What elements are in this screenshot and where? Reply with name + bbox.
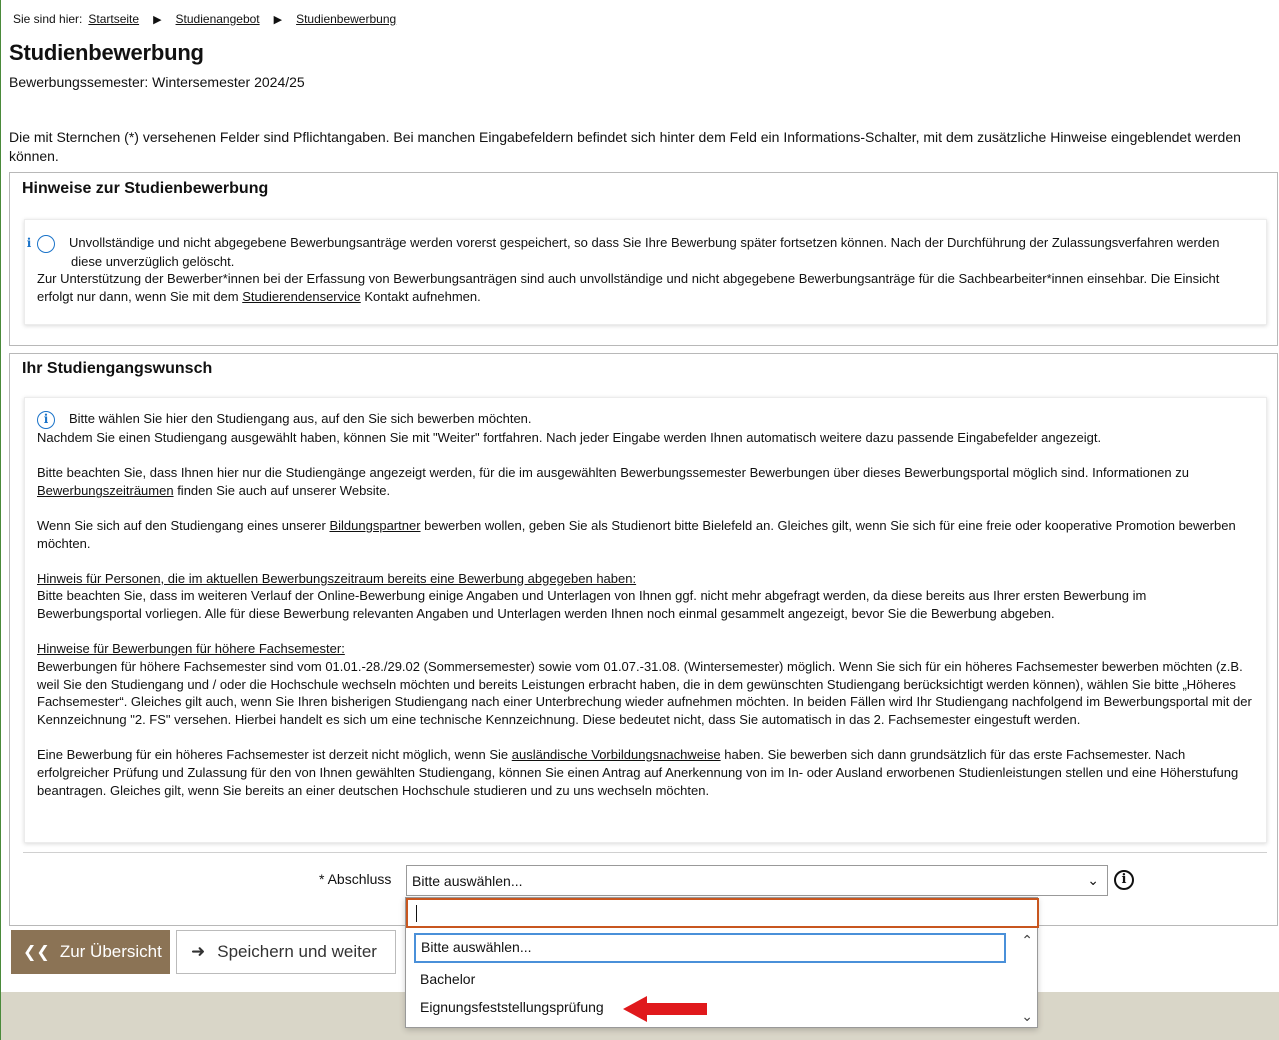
abschluss-label: * Abschluss bbox=[319, 871, 392, 887]
breadcrumb-label: Sie sind hier: bbox=[13, 12, 83, 26]
info-icon: i bbox=[37, 411, 55, 429]
hinweise-section bbox=[9, 172, 1278, 346]
hinweise-p1-wrap bbox=[26, 234, 1254, 270]
dropdown-option-bitte-auswaehlen[interactable]: Bitte auswählen... bbox=[414, 933, 1006, 963]
studiengangswunsch-note bbox=[24, 397, 1267, 843]
auslaendische-vorbildungsnachweise-link[interactable]: ausländische Vorbildungsnachweise bbox=[511, 746, 721, 762]
semester-info: Bewerbungssemester: Wintersemester 2024/25 bbox=[9, 74, 305, 90]
abschluss-dropdown bbox=[405, 897, 1038, 1028]
hinweise-title: Hinweise zur Studienbewerbung bbox=[22, 180, 269, 197]
dropdown-search-input[interactable] bbox=[406, 898, 1039, 928]
breadcrumb-link-studienangebot[interactable]: Studienangebot bbox=[175, 12, 260, 26]
studierendenservice-link[interactable]: Studierendenservice bbox=[242, 289, 361, 305]
wunsch-p3-text: Wenn Sie sich auf den Studiengang eines unserer bbox=[37, 517, 330, 533]
wunsch-p6 bbox=[37, 746, 1254, 799]
red-annotation-arrow-icon bbox=[623, 995, 709, 1023]
wunsch-p4-heading: Hinweis für Personen, die im aktuellen Bewerbungszeitraum bereits eine Bewerbung abgegeben haben: bbox=[37, 570, 637, 586]
wunsch-p5-heading: Hinweise für Bewerbungen für höhere Fachsemester: bbox=[37, 640, 345, 656]
wunsch-p6-text: Eine Bewerbung für ein höheres Fachsemester ist derzeit nicht möglich, wenn Sie bbox=[37, 746, 512, 762]
chevron-right-icon: ▶ bbox=[273, 13, 283, 26]
chevron-right-icon: ▶ bbox=[153, 13, 162, 26]
wunsch-p1 bbox=[37, 410, 1254, 446]
dropdown-option-bachelor[interactable]: Bachelor bbox=[420, 971, 476, 987]
abschluss-select-value: Bitte auswählen... bbox=[412, 873, 523, 889]
wunsch-p4-text: Bitte beachten Sie, dass im weiteren Verlauf der Online-Bewerbung einige Angaben und Unterlagen von Ihnen ggf. nicht mehr abgefragt werden, da diese bereits aus Ihrer ersten Bewerbung im Bewerbungsportal vorliegen. Alle für diese Bewerbung relevanten Angaben und Unterlagen werden Ihnen noch einmal gesammelt angezeigt, bevor Sie die Bewerbung abgeben. bbox=[37, 588, 1147, 622]
arrow-right-icon: ➜ bbox=[191, 942, 206, 961]
zur-uebersicht-label: Zur Übersicht bbox=[59, 942, 162, 961]
hinweise-p2 bbox=[37, 270, 1254, 306]
wunsch-p1a: Bitte wählen Sie hier den Studiengang aus, auf den Sie sich bewerben möchten. bbox=[69, 411, 532, 426]
scroll-down-icon[interactable]: ⌄ bbox=[1021, 1008, 1033, 1024]
wunsch-p2 bbox=[37, 464, 1254, 500]
wunsch-p2-end: finden Sie auch auf unserer Website. bbox=[173, 483, 391, 499]
double-chevron-left-icon: ❮❮ bbox=[23, 944, 50, 961]
wunsch-p6-end: haben. Sie bewerben sich dann grundsätzlich für das erste Fachsemester. Nach erfolgreicher Prüfung und Zulassung für den von Ihnen gewählten Studiengang, können Sie einen Antrag auf Anerkennung von im In- oder Ausland erworbenen Studienleistungen stellen und eine Höherstufung beantragen. Gleiches gilt, wenn Sie bereits an einer deutschen Hochschule studieren und zu uns wechseln möchten. bbox=[37, 746, 1239, 798]
breadcrumb-link-startseite[interactable]: Startseite bbox=[88, 12, 140, 26]
info-icon: i bbox=[37, 235, 55, 253]
zur-uebersicht-button[interactable] bbox=[11, 930, 170, 974]
wunsch-p3 bbox=[37, 517, 1254, 553]
speichern-und-weiter-button[interactable] bbox=[176, 930, 396, 974]
bildungspartner-link[interactable]: Bildungspartner bbox=[329, 517, 421, 533]
hinweise-note bbox=[24, 219, 1267, 325]
studiengangswunsch-title: Ihr Studiengangswunsch bbox=[22, 360, 213, 377]
hinweise-p1: Unvollständige und nicht abgegebene Bewerbungsanträge werden vorerst gespeichert, so dass Sie Ihre Bewerbung später fortsetzen können. Nach der Durchführung der Zulassungsverfahren werden diese unverzüglich gelöscht. bbox=[69, 235, 1220, 269]
wunsch-p4 bbox=[37, 570, 1254, 623]
breadcrumb-link-studienbewerbung[interactable]: Studienbewerbung bbox=[296, 12, 397, 26]
wunsch-p3-end: bewerben wollen, geben Sie als Studienort bitte Bielefeld an. Gleiches gilt, wenn Sie sich für eine freie oder kooperative Promotion bewerben möchten. bbox=[37, 517, 1236, 551]
scroll-up-icon[interactable]: ⌃ bbox=[1021, 932, 1033, 948]
breadcrumb bbox=[13, 12, 396, 26]
wunsch-p2-text: Bitte beachten Sie, dass Ihnen hier nur die Studiengänge angezeigt werden, für die im ausgewählten Bewerbungssemester Bewerbungen über dieses Bewerbungsportal möglich sind. Informationen zu bbox=[37, 465, 1189, 481]
dropdown-option-eignungsfeststellungspruefung[interactable]: Eignungsfeststellungsprüfung bbox=[420, 999, 604, 1015]
wunsch-p1b: Nachdem Sie einen Studiengang ausgewählt haben, können Sie mit "Weiter" fortfahren. Nach jeder Eingabe werden Ihnen automatisch weitere dazu passende Eingabefelder angezeigt. bbox=[37, 429, 1102, 445]
hinweise-p2-text: Zur Unterstützung der Bewerber*innen bei der Erfassung von Bewerbungsanträgen sind auch unvollständige und nicht abgegebene Bewerbungsanträge für die Sachbearbeiter*innen einsehbar. Die Einsicht erfolgt nur dann, wenn Sie mit dem bbox=[37, 271, 1220, 305]
bewerbungszeitraeume-link[interactable]: Bewerbungszeiträumen bbox=[37, 483, 174, 499]
wunsch-p5 bbox=[37, 640, 1254, 729]
studiengangswunsch-section bbox=[9, 353, 1278, 926]
text-caret bbox=[416, 905, 417, 922]
intro-text: Die mit Sternchen (*) versehenen Felder sind Pflichtangaben. Bei manchen Eingabefeldern befindet sich hinter dem Feld ein Informations-Schalter, mit dem zusätzliche Hinweise eingeblendet werden können. bbox=[9, 129, 1241, 164]
speichern-und-weiter-label: Speichern und weiter bbox=[217, 942, 377, 961]
chevron-down-icon: ⌄ bbox=[1087, 872, 1099, 888]
hinweise-p2-end: Kontakt aufnehmen. bbox=[360, 289, 481, 305]
info-button-icon[interactable]: i bbox=[1114, 870, 1134, 890]
wunsch-p5-text: Bewerbungen für höhere Fachsemester sind vom 01.01.-28./29.02 (Sommersemester) sowie vom 01.07.-31.08. (Wintersemester) möglich. Wenn Sie sich für ein höheres Fachsemester bewerben möchten (z.B. weil Sie den Studiengang und / oder die Hochschule wechseln möchten und bereits Leistungen erbracht haben, die in dem gewünschten Studiengang berücksichtigt werden können), wählen Sie bitte „Höheres Fachsemester“. Gleiches gilt auch, wenn Sie Ihren bisherigen Studiengang nach einer Unterbrechung wieder aufnehmen möchten. In beiden Fällen wird Ihr Studiengang nachfolgend im Bewerbungsportal mit der Kennzeichnung "2. FS" versehen. Hierbei handelt es sich um eine technische Kennzeichnung. Diese bedeutet nicht, dass Sie automatisch in das 2. Fachsemester eingestuft werden. bbox=[37, 658, 1252, 728]
abschluss-select[interactable] bbox=[406, 865, 1108, 896]
page-title: Studienbewerbung bbox=[9, 40, 204, 65]
divider bbox=[23, 852, 1267, 853]
